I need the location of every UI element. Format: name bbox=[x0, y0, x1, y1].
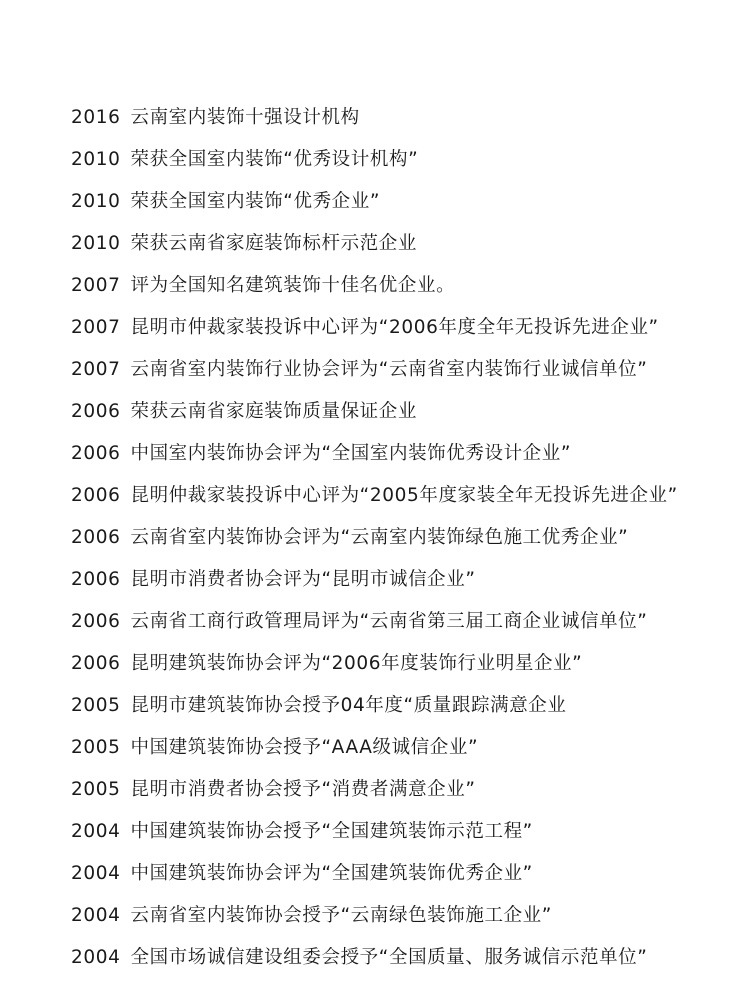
honor-year: 2004 bbox=[71, 863, 121, 884]
honor-text: 中国建筑装饰协会授予“AAA级诚信企业” bbox=[130, 737, 479, 758]
honor-year: 2006 bbox=[71, 443, 121, 464]
honor-year: 2010 bbox=[71, 191, 121, 212]
honor-text: 云南省室内装饰协会授予“云南绿色装饰施工企业” bbox=[130, 905, 552, 926]
honor-year: 2004 bbox=[71, 947, 121, 968]
honor-text: 昆明市仲裁家装投诉中心评为“2006年度全年无投诉先进企业” bbox=[130, 317, 659, 338]
honor-item bbox=[71, 439, 678, 481]
honor-year: 2007 bbox=[71, 275, 121, 296]
honor-item bbox=[71, 565, 678, 607]
honor-text: 昆明建筑装饰协会评为“2006年度装饰行业明星企业” bbox=[130, 653, 583, 674]
honor-item bbox=[71, 397, 678, 439]
honor-text: 荣获全国室内装饰“优秀企业” bbox=[130, 191, 381, 212]
honor-text: 全国市场诚信建设组委会授予“全国质量、服务诚信示范单位” bbox=[130, 947, 648, 968]
honor-item bbox=[71, 481, 678, 523]
honor-year: 2005 bbox=[71, 737, 121, 758]
honor-year: 2016 bbox=[71, 107, 121, 128]
honor-text: 昆明市消费者协会评为“昆明市诚信企业” bbox=[130, 569, 476, 590]
honor-text: 昆明市建筑装饰协会授予04年度“质量跟踪满意企业 bbox=[130, 695, 567, 716]
honor-item bbox=[71, 733, 678, 775]
honor-item bbox=[71, 775, 678, 817]
honor-item bbox=[71, 691, 678, 733]
honor-text: 评为全国知名建筑装饰十佳名优企业。 bbox=[130, 275, 456, 296]
honor-text: 昆明仲裁家装投诉中心评为“2005年度家装全年无投诉先进企业” bbox=[130, 485, 678, 506]
honor-item bbox=[71, 271, 678, 313]
honor-text: 云南省室内装饰协会评为“云南室内装饰绿色施工优秀企业” bbox=[130, 527, 629, 548]
honor-year: 2010 bbox=[71, 149, 121, 170]
honor-text: 云南室内装饰十强设计机构 bbox=[130, 107, 360, 128]
honor-year: 2005 bbox=[71, 779, 121, 800]
honor-text: 中国建筑装饰协会评为“全国建筑装饰优秀企业” bbox=[130, 863, 533, 884]
honors-list bbox=[71, 103, 678, 985]
honor-year: 2004 bbox=[71, 821, 121, 842]
honor-item bbox=[71, 649, 678, 691]
honor-year: 2006 bbox=[71, 653, 121, 674]
honor-item bbox=[71, 103, 678, 145]
honor-item bbox=[71, 313, 678, 355]
honor-text: 云南省工商行政管理局评为“云南省第三届工商企业诚信单位” bbox=[130, 611, 648, 632]
honor-item bbox=[71, 817, 678, 859]
honor-item bbox=[71, 229, 678, 271]
honor-text: 荣获云南省家庭装饰质量保证企业 bbox=[130, 401, 417, 422]
honor-text: 中国室内装饰协会评为“全国室内装饰优秀设计企业” bbox=[130, 443, 572, 464]
honor-item bbox=[71, 859, 678, 901]
honor-year: 2010 bbox=[71, 233, 121, 254]
honor-year: 2006 bbox=[71, 569, 121, 590]
honor-year: 2007 bbox=[71, 317, 121, 338]
honor-year: 2006 bbox=[71, 485, 121, 506]
honor-item bbox=[71, 607, 678, 649]
honor-item bbox=[71, 943, 678, 985]
honor-year: 2006 bbox=[71, 611, 121, 632]
honor-year: 2007 bbox=[71, 359, 121, 380]
honor-year: 2006 bbox=[71, 401, 121, 422]
honor-item bbox=[71, 187, 678, 229]
honor-text: 云南省室内装饰行业协会评为“云南省室内装饰行业诚信单位” bbox=[130, 359, 648, 380]
honor-year: 2006 bbox=[71, 527, 121, 548]
honor-year: 2004 bbox=[71, 905, 121, 926]
honor-text: 昆明市消费者协会授予“消费者满意企业” bbox=[130, 779, 476, 800]
honor-text: 荣获云南省家庭装饰标杆示范企业 bbox=[130, 233, 417, 254]
honor-item bbox=[71, 355, 678, 397]
honor-text: 中国建筑装饰协会授予“全国建筑装饰示范工程” bbox=[130, 821, 533, 842]
honor-year: 2005 bbox=[71, 695, 121, 716]
honor-item bbox=[71, 145, 678, 187]
honor-text: 荣获全国室内装饰“优秀设计机构” bbox=[130, 149, 419, 170]
honor-item bbox=[71, 901, 678, 943]
honor-item bbox=[71, 523, 678, 565]
